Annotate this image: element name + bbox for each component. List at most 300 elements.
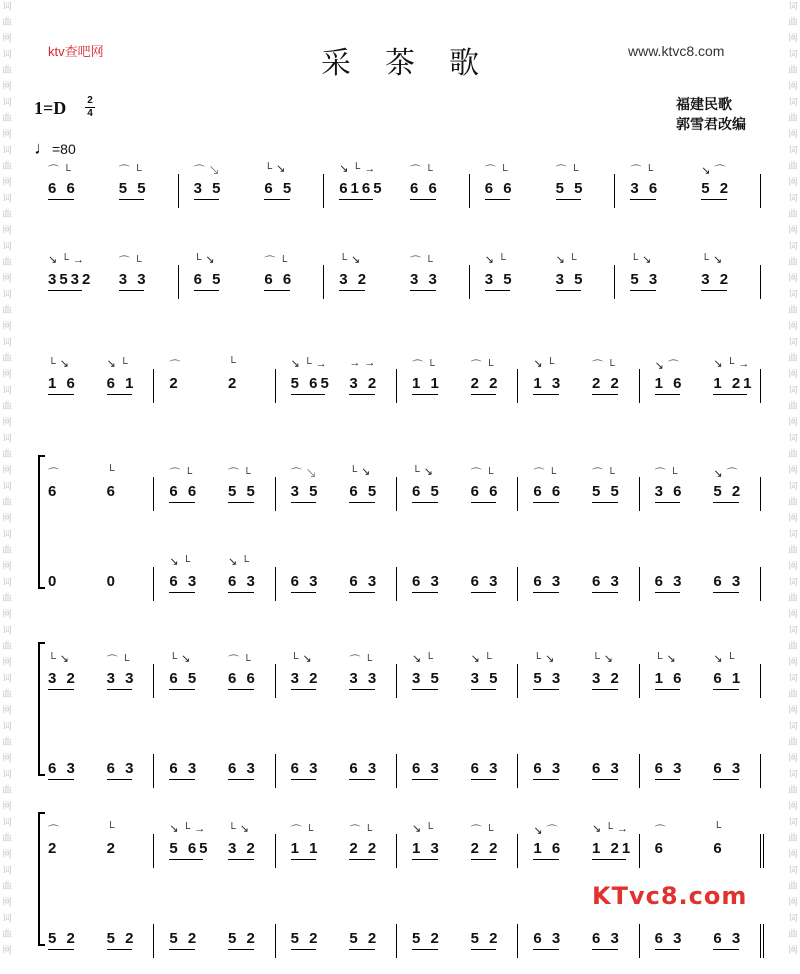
side-char: 网 [788,226,798,236]
note-group: 3 3 [410,271,440,288]
side-char: 网 [2,130,12,140]
ornament-mark: ⌒└ [349,825,377,837]
beam-line [701,290,727,291]
beam-line [291,949,317,950]
beam-line [339,199,373,200]
beam-line [291,689,317,690]
bar-line [469,174,470,208]
ornament-mark: ⌒└ [169,468,197,480]
beam-line [48,199,74,200]
side-char: 词 [788,530,798,540]
side-char: 网 [2,274,12,284]
beam-line [169,592,195,593]
bar-line [517,477,518,511]
note-group: 5 2 [106,930,137,947]
side-char: 曲 [2,930,12,940]
side-char: 网 [2,706,12,716]
note-group: 3532 [48,271,94,288]
note-group: 3 2 [349,375,380,392]
side-char: 曲 [788,546,798,556]
ornament-mark: ↘└ [713,653,739,665]
beam-line [228,502,254,503]
note-group: 6 3 [592,930,622,947]
ornament-mark: ⌒└ [630,165,658,177]
ornament-mark: ⌒└ [48,165,75,177]
beam-line [291,502,317,503]
note-group: 3 2 [339,271,370,288]
ornament-mark: └↘ [48,358,74,370]
side-char: 词 [2,626,12,636]
ornament-mark: ⌒└ [555,165,583,177]
beam-line [119,290,145,291]
bar-line [760,369,761,403]
note-group: 5 65 [169,840,211,857]
beam-line [412,502,438,503]
beam-line [228,689,254,690]
side-char: 词 [788,50,798,60]
side-char: 网 [788,802,798,812]
bar-line [760,567,761,601]
beam-line [107,949,133,950]
note-group: 2 2 [592,375,622,392]
beam-line [592,779,618,780]
beam-line [48,689,74,690]
beam-line [228,592,254,593]
note-group: 6 3 [48,760,78,777]
ornament-mark: └↘ [264,163,290,175]
side-char: 曲 [2,642,12,652]
side-char: 曲 [2,498,12,508]
side-char: 网 [2,610,12,620]
ornament-mark: ↘└ [228,556,254,568]
bar-line [760,174,761,208]
ornament-mark: ↘└→ [339,163,380,175]
note-group: 5 2 [228,930,258,947]
ornament-mark: ⌒└ [410,256,437,268]
bar-line [517,664,518,698]
beam-line [713,592,739,593]
side-char: 曲 [2,546,12,556]
note-group: 6 3 [349,573,380,590]
beam-line [533,689,559,690]
side-char: 网 [788,514,798,524]
side-char: 曲 [788,834,798,844]
side-char: 曲 [788,162,798,172]
bar-line [396,754,397,788]
side-char: 网 [788,130,798,140]
beam-line [471,592,497,593]
note-group: 3 3 [118,271,149,288]
side-char: 词 [788,914,798,924]
side-char: 网 [788,754,798,764]
note-group: 6 3 [654,573,685,590]
note-group: 6 1 [713,670,744,687]
beam-line [412,779,438,780]
side-char: 网 [788,610,798,620]
side-char: 曲 [2,66,12,76]
ornament-mark: ⌒└ [410,165,437,177]
note-group: 6 5 [264,180,295,197]
side-char: 曲 [788,930,798,940]
note-group: 6 6 [410,180,440,197]
side-char: 词 [2,338,12,348]
side-char: 词 [788,98,798,108]
song-title: 采茶歌 [321,46,513,81]
bar-line [639,754,640,788]
ornament-mark: └↘ [228,823,254,835]
ornament-mark: ⌒ [48,825,63,837]
beam-line [556,290,582,291]
bar-line [517,834,518,868]
bar-line [517,567,518,601]
ornament-mark: ⌒└ [228,468,255,480]
beam-line [349,592,375,593]
side-char: 曲 [788,882,798,892]
beam-line [713,502,739,503]
ornament-mark: ↘└ [412,653,438,665]
beam-line [713,394,747,395]
ornament-mark: └↘ [701,254,727,266]
bar-line [639,477,640,511]
bar-line [178,174,179,208]
note-group: 1 6 [654,375,685,392]
note-group: 1 1 [290,840,321,857]
side-char: 词 [2,914,12,924]
side-char: 曲 [788,642,798,652]
beam-line [471,949,497,950]
ornament-mark: └ [106,822,119,834]
bar-line [396,664,397,698]
bar-line [323,174,324,208]
ornament-mark: ⌒└ [264,256,292,268]
note-group: 2 [48,840,60,857]
note-group: 2 2 [349,840,380,857]
beam-line [291,779,317,780]
ornament-mark: ⌒└ [290,825,318,837]
beam-line [533,592,559,593]
beam-line [349,689,375,690]
note-group: 5 3 [630,271,661,288]
beam-line [655,592,681,593]
note-group: 6 5 [349,483,380,500]
beam-line [410,199,436,200]
note-group: 3 5 [470,670,501,687]
bar-line [153,369,154,403]
note-group: 6 6 [533,483,564,500]
side-char: 词 [2,818,12,828]
bar-line [153,924,154,958]
note-group: 6 3 [290,760,321,777]
note-group: 1 3 [412,840,442,857]
beam-line [412,949,438,950]
ornament-mark: ↘└ [484,254,510,266]
side-char: 词 [2,578,12,588]
note-group: 1 21 [713,375,755,392]
side-border-right [786,0,800,974]
beam-line [107,779,133,780]
note-group: 6 5 [193,271,224,288]
note-group: 0 [48,573,60,590]
side-char: 曲 [788,738,798,748]
ornament-mark: ↘└ [533,358,559,370]
bar-line [396,369,397,403]
note-group: 6 3 [228,573,258,590]
beam-line [228,859,254,860]
side-char: 词 [2,290,12,300]
note-group: 5 2 [412,930,442,947]
note-group: 6 3 [169,573,200,590]
beam-line [655,502,681,503]
side-char: 网 [2,322,12,332]
note-group: 6 6 [169,483,200,500]
note-group: 6 [713,840,725,857]
ornament-mark: ↘└→ [290,358,331,370]
bar-line [275,567,276,601]
side-char: 曲 [788,690,798,700]
beam-line [485,290,511,291]
side-char: 词 [2,386,12,396]
ornament-mark: ↘└→ [169,823,210,835]
side-char: 网 [788,274,798,284]
bar-line [639,924,640,958]
side-char: 曲 [2,18,12,28]
side-char: 网 [2,898,12,908]
note-group: 6 3 [592,760,622,777]
site-url[interactable]: www.ktvc8.com [628,43,725,59]
beam-line [655,779,681,780]
site-name[interactable]: ktv查吧网 [48,44,104,59]
bar-line [275,834,276,868]
beam-line [194,290,220,291]
note-group: 6 3 [533,760,564,777]
side-char: 曲 [2,834,12,844]
ornament-mark: └↘ [193,254,219,266]
ornament-mark: ↘└→ [48,254,89,266]
beam-line [169,779,195,780]
beam-line [471,394,497,395]
beam-line [228,779,254,780]
side-char: 网 [2,562,12,572]
beam-line [592,592,618,593]
side-char: 网 [788,658,798,668]
beam-line [349,949,375,950]
beam-line [169,502,195,503]
tempo-value: =80 [52,141,76,157]
bar-line [396,834,397,868]
ornament-mark: ⌒└ [106,655,134,667]
note-group: 1 6 [533,840,564,857]
side-char: 词 [2,194,12,204]
bar-line [396,477,397,511]
side-char: 词 [788,770,798,780]
note-group: 5 5 [118,180,149,197]
note-group: 5 2 [713,483,744,500]
beam-line [533,779,559,780]
beam-line [412,689,438,690]
note-group: 5 3 [533,670,564,687]
ornament-mark: └↘ [592,653,618,665]
side-char: 词 [788,626,798,636]
note-group: 6 3 [713,930,744,947]
ornament-mark: └↘ [533,653,559,665]
side-char: 曲 [2,450,12,460]
bar-line [760,924,764,958]
note-group: 6 3 [290,573,321,590]
side-char: 网 [2,514,12,524]
side-char: 曲 [2,402,12,412]
side-char: 词 [788,578,798,588]
beam-line [349,502,375,503]
side-char: 词 [788,674,798,684]
note-group: 6 5 [169,670,200,687]
ornament-mark: ⌒└ [412,360,439,372]
beam-line [592,689,618,690]
side-char: 曲 [2,354,12,364]
note-group: 5 2 [290,930,321,947]
beam-line [412,592,438,593]
side-char: 曲 [2,210,12,220]
side-char: 词 [788,818,798,828]
beam-line [264,199,290,200]
side-char: 词 [788,482,798,492]
side-char: 曲 [788,114,798,124]
note-group: 6 3 [412,760,442,777]
side-char: 词 [2,242,12,252]
side-char: 词 [788,242,798,252]
beam-line [169,949,195,950]
note-group: 2 [228,375,240,392]
beam-line [713,949,739,950]
note-group: 3 2 [228,840,258,857]
side-char: 曲 [788,66,798,76]
beam-line [713,779,739,780]
side-char: 曲 [2,162,12,172]
beam-line [291,394,325,395]
note-group: 6 3 [592,573,622,590]
time-signature [85,96,95,119]
beam-line [533,394,559,395]
time-sig-top: 2 [87,95,93,106]
ornament-mark: ⌒└ [654,468,682,480]
side-char: 曲 [2,594,12,604]
ornament-mark: ⌒└ [484,165,512,177]
side-char: 词 [2,866,12,876]
beam-line [592,949,618,950]
ornament-mark: └↘ [48,653,74,665]
beam-line [228,949,254,950]
side-char: 曲 [788,306,798,316]
side-char: 词 [2,674,12,684]
side-char: 网 [788,322,798,332]
ornament-mark: ↘⌒ [654,360,683,372]
bar-line [275,664,276,698]
attribution-arranger: 郭雪君改编 [676,116,746,132]
bar-line [760,477,761,511]
ornament-mark: ↘└→ [713,358,754,370]
note-group: 1 1 [412,375,442,392]
note-group: 1 6 [654,670,685,687]
beam-line [107,394,133,395]
beam-line [592,859,626,860]
side-char: 词 [788,194,798,204]
note-group: 6 [106,483,118,500]
bar-line [517,369,518,403]
ornament-mark: ⌒└ [592,360,619,372]
note-group: 1 6 [48,375,78,392]
note-group: 6165 [339,180,385,197]
ornament-mark: ⌒ [169,360,185,372]
note-group: 6 6 [484,180,515,197]
ornament-mark: └↘ [412,466,438,478]
beam-line [349,394,375,395]
note-group: 0 [106,573,118,590]
side-char: 网 [2,418,12,428]
tempo-marking: ♩=80 [34,138,76,158]
beam-line [471,779,497,780]
bar-line [760,834,764,868]
ornament-mark: ⌒└ [118,165,146,177]
bar-line [614,174,615,208]
bar-line [517,754,518,788]
bar-line [639,567,640,601]
system-bracket [38,455,45,589]
attribution [676,94,746,134]
ornament-mark: └↘ [339,254,365,266]
side-char: 网 [2,82,12,92]
note-group: 3 3 [349,670,380,687]
beam-line [471,859,497,860]
note-group: 3 5 [412,670,442,687]
ornament-mark: └ [228,357,240,369]
bar-line [614,265,615,299]
bar-line [153,754,154,788]
bar-line [275,924,276,958]
side-char: 曲 [2,306,12,316]
note-group: 5 5 [592,483,622,500]
note-group: 6 3 [349,760,380,777]
side-char: 词 [2,434,12,444]
note-group: 6 3 [654,760,685,777]
beam-line [48,779,74,780]
ornament-mark: ↘└ [169,556,195,568]
bar-line [323,265,324,299]
side-char: 网 [2,466,12,476]
ornament-mark: ⌒└ [118,256,146,268]
ornament-mark: ⌒ [654,825,670,837]
ornament-mark: ⌒↘ [290,468,321,480]
note-group: 3 6 [630,180,661,197]
side-char: 网 [2,658,12,668]
note-group: 3 3 [106,670,137,687]
side-char: 词 [2,530,12,540]
bar-line [178,265,179,299]
side-char: 曲 [788,402,798,412]
side-char: 词 [788,290,798,300]
side-char: 网 [788,178,798,188]
note-group: 6 6 [470,483,501,500]
side-char: 词 [788,338,798,348]
beam-line [291,592,317,593]
ornament-mark: ⌒└ [470,825,498,837]
side-char: 网 [788,946,798,956]
ornament-mark: ⌒└ [470,468,498,480]
side-char: 词 [788,866,798,876]
beam-line [655,394,681,395]
bar-line [153,834,154,868]
note-group: 3 2 [48,670,78,687]
beam-line [556,199,582,200]
ornament-mark: ↘└ [470,653,496,665]
